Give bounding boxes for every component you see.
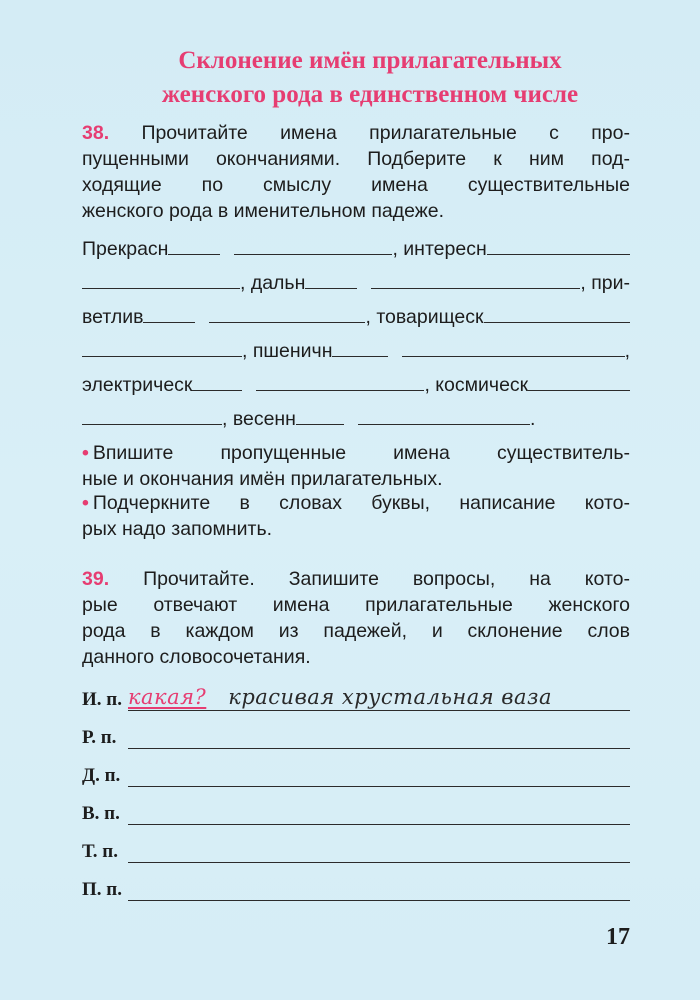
ex39-line-2: рые отвечают имена прилагательные женского <box>82 594 630 616</box>
noun-blank[interactable] <box>209 304 365 323</box>
case-answer-line[interactable] <box>128 722 630 749</box>
case-label: И. п. <box>82 689 122 710</box>
case-row-accusative <box>82 798 630 825</box>
noun-blank[interactable] <box>82 270 240 289</box>
case-answer-line[interactable] <box>128 684 630 711</box>
ex38-line-2: пущенными окончаниями. Подберите к ним под- <box>82 148 630 170</box>
case-answer-line[interactable] <box>128 798 630 825</box>
ending-blank[interactable] <box>296 406 344 425</box>
bullet-1-line-1: Впишите пропущенные имена существитель- <box>92 442 630 464</box>
noun-blank[interactable] <box>82 338 242 357</box>
word-tovarishchesk: , товарищеск <box>365 306 484 328</box>
period: . <box>529 408 536 430</box>
case-row-genitive <box>82 722 630 749</box>
case-label: П. п. <box>82 879 122 900</box>
bullet-2-line-1: Подчеркните в словах буквы, написание кото- <box>92 492 630 514</box>
word-vesenn: , весенн <box>222 408 296 430</box>
bullet-1 <box>82 440 630 492</box>
handwritten-answer <box>128 685 552 709</box>
section-title <box>70 44 670 112</box>
exercise-38-instructions <box>82 120 630 224</box>
handwritten-question: какая? <box>128 685 207 709</box>
word-pri: , при- <box>580 272 630 294</box>
case-label: Т. п. <box>82 841 118 862</box>
noun-blank[interactable] <box>234 236 392 255</box>
fill-line-6 <box>82 406 630 432</box>
title-line-1: Склонение имён прилагательных <box>178 47 562 74</box>
case-label: В. п. <box>82 803 120 824</box>
fill-line-5 <box>82 372 630 398</box>
word-daln: , дальн <box>240 272 306 294</box>
ending-blank[interactable] <box>305 270 357 289</box>
exercise-39-instructions <box>82 566 630 670</box>
ex38-line-3: ходящие по смыслу имена существительные <box>82 174 630 196</box>
ex39-line-3: рода в каждом из падежей, и склонение слов <box>82 620 630 642</box>
noun-blank[interactable] <box>371 270 580 289</box>
ending-blank[interactable] <box>487 236 630 255</box>
case-answer-line[interactable] <box>128 874 630 901</box>
bullet-2-line-2: рых надо запомнить. <box>82 518 273 540</box>
ex39-line-4: данного словосочетания. <box>82 646 311 668</box>
ending-blank[interactable] <box>332 338 388 357</box>
title-line-2: женского рода в единственном числе <box>161 81 579 108</box>
case-answer-line[interactable] <box>128 760 630 787</box>
bullet-dot-icon: • <box>82 442 89 464</box>
ending-blank[interactable] <box>168 236 220 255</box>
ex38-line-1: Прочитайте имена прилагательные с про- <box>141 122 630 144</box>
case-answer-line[interactable] <box>128 836 630 863</box>
word-interesn: , интересн <box>392 238 487 260</box>
case-row-nominative <box>82 684 630 711</box>
fill-line-3 <box>82 304 630 330</box>
fill-line-4 <box>82 338 630 364</box>
exercise-39-number: 39. <box>82 568 110 590</box>
case-label: Р. п. <box>82 727 117 748</box>
word-privetliv: ветлив <box>82 306 144 328</box>
fill-line-2 <box>82 270 630 296</box>
case-row-dative <box>82 760 630 787</box>
bullet-2 <box>82 490 630 542</box>
ending-blank[interactable] <box>143 304 195 323</box>
word-pshenichn: , пшеничн <box>242 340 333 362</box>
ending-blank[interactable] <box>528 372 630 391</box>
exercise-38-number: 38. <box>82 122 110 144</box>
noun-blank[interactable] <box>358 406 530 425</box>
case-row-prepositional <box>82 874 630 901</box>
noun-blank[interactable] <box>82 406 222 425</box>
ending-blank[interactable] <box>192 372 242 391</box>
fill-line-1 <box>82 236 630 262</box>
comma: , <box>624 340 630 362</box>
ending-blank[interactable] <box>484 304 630 323</box>
handwritten-phrase: красивая хрустальная ваза <box>228 685 553 709</box>
word-elektrichesk: электрическ <box>82 374 193 396</box>
case-row-instrumental <box>82 836 630 863</box>
case-label: Д. п. <box>82 765 121 786</box>
page-number: 17 <box>606 924 630 950</box>
word-prekrasn: Прекрасн <box>82 238 169 260</box>
bullet-dot-icon: • <box>82 492 89 514</box>
bullet-1-line-2: ные и окончания имён прилагательных. <box>82 468 443 490</box>
ex39-line-1: Прочитайте. Запишите вопросы, на кото- <box>143 568 631 590</box>
word-kosmichesk: , космическ <box>424 374 529 396</box>
noun-blank[interactable] <box>402 338 624 357</box>
ex38-line-4: женского рода в именительном падеже. <box>82 200 445 222</box>
noun-blank[interactable] <box>256 372 424 391</box>
